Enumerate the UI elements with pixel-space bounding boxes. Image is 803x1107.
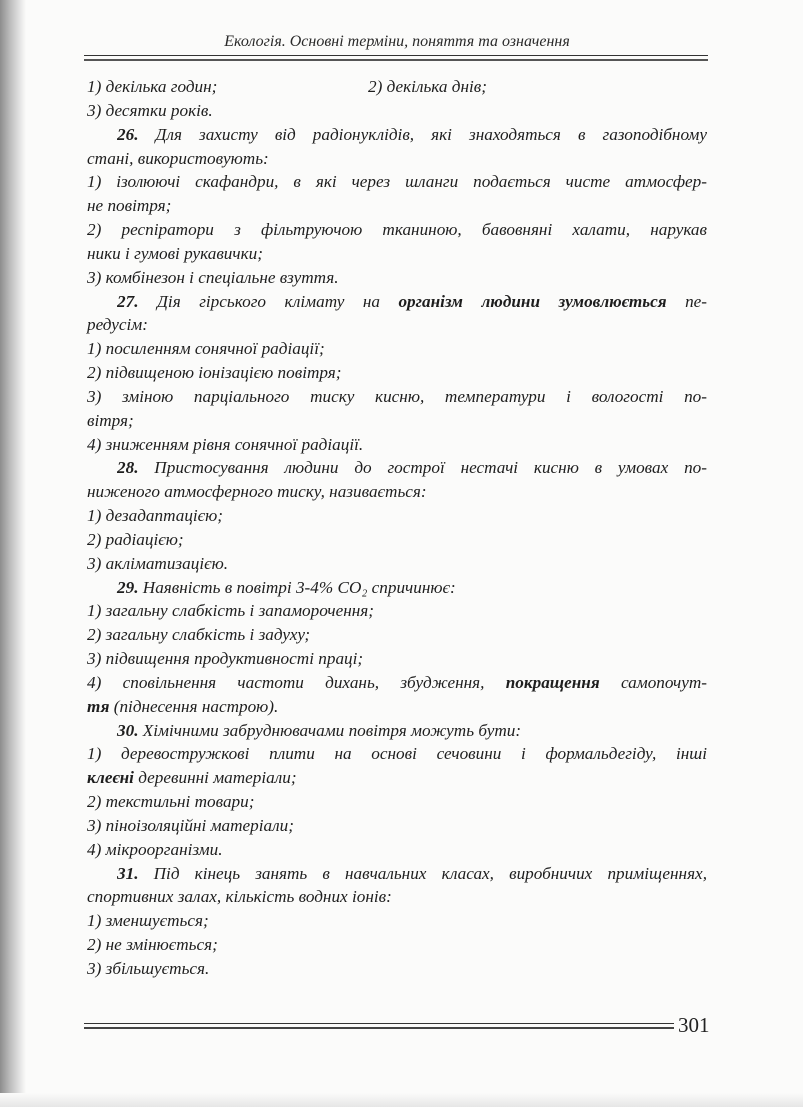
question-line	[117, 720, 707, 742]
emphasized-text: покращення	[505, 673, 600, 692]
text-line	[87, 362, 707, 384]
text-segment: самопочут-	[599, 673, 707, 692]
text-segment: Пристосування людини до гострої нестачі кисню в умовах по-	[138, 458, 707, 477]
text-segment: редусім:	[87, 315, 148, 334]
text-segment: Під кінець занять в навчальних класах, виробничих приміщеннях,	[138, 864, 707, 883]
text-segment: 1) посиленням сонячної радіації;	[87, 339, 325, 358]
answer-option: 2) декілька днів;	[368, 77, 487, 96]
text-line	[87, 696, 707, 718]
text-line	[87, 386, 707, 408]
text-segment: пе-	[666, 292, 707, 311]
question-line	[117, 863, 707, 885]
text-segment: Хімічними забруднювачами повітря можуть бути:	[138, 721, 522, 740]
text-line	[87, 791, 707, 813]
text-segment: (піднесення настрою).	[109, 697, 279, 716]
header-rule	[84, 55, 708, 56]
emphasized-text: організм людини зумовлюється	[398, 292, 667, 311]
answer-option: 1) декілька годин;	[87, 77, 218, 96]
text-segment: ниженого атмосферного тиску, називається:	[87, 482, 427, 501]
text-line	[87, 338, 707, 360]
emphasized-text: клеєні	[87, 768, 134, 787]
answer-row	[87, 76, 707, 98]
text-segment: 1) зменшується;	[87, 911, 209, 930]
text-segment: Наявність в повітрі 3-4% CO₂ спричинює:	[138, 578, 456, 597]
footer-rule	[84, 1023, 674, 1024]
text-segment: не повітря;	[87, 196, 172, 215]
text-line	[87, 624, 707, 646]
text-line	[87, 243, 707, 265]
emphasized-text: 28.	[117, 458, 139, 477]
text-line	[87, 839, 707, 861]
text-segment: 1) ізолюючі скафандри, в які через шланги подається чисте атмосфер-	[87, 172, 707, 191]
text-line	[87, 910, 707, 932]
emphasized-text: 30.	[117, 721, 139, 740]
text-segment: 1) загальну слабкість і запаморочення;	[87, 601, 374, 620]
scan-edge-shadow	[0, 0, 26, 1107]
text-segment: 3) підвищення продуктивності праці;	[87, 649, 364, 668]
text-line	[87, 815, 707, 837]
emphasized-text: 26.	[117, 125, 139, 144]
emphasized-text: 31.	[117, 864, 139, 883]
text-segment: вітря;	[87, 411, 134, 430]
emphasized-text: тя	[87, 697, 110, 716]
text-line	[87, 100, 707, 122]
text-segment: 3) збільшується.	[87, 959, 210, 978]
text-segment: 1) дезадаптацією;	[87, 506, 224, 525]
text-segment: 4) мікроорганізми.	[87, 840, 223, 859]
text-line	[87, 529, 707, 551]
text-line	[87, 505, 707, 527]
text-line	[87, 267, 707, 289]
text-line	[87, 219, 707, 241]
text-segment: 3) комбінезон і спеціальне взуття.	[87, 268, 339, 287]
text-line	[87, 648, 707, 670]
text-line	[87, 743, 707, 765]
text-segment: ники і гумові рукавички;	[87, 244, 263, 263]
text-segment: стані, використовують:	[87, 149, 269, 168]
question-line	[117, 577, 707, 599]
text-segment: 3) піноізоляційні матеріали;	[87, 816, 294, 835]
question-line	[117, 124, 707, 146]
text-segment: 1) деревостружкові плити на основі сечовини і формальдегіду, інші	[87, 744, 707, 763]
text-line	[87, 958, 707, 980]
text-segment: 2) підвищеною іонізацією повітря;	[87, 363, 342, 382]
emphasized-text: 27.	[117, 292, 139, 311]
text-segment: Дія гірського клімату на	[138, 292, 399, 311]
text-segment: 4) зниженням рівня сонячної радіації.	[87, 435, 364, 454]
text-line	[87, 410, 707, 432]
text-line	[87, 481, 707, 503]
emphasized-text: 29.	[117, 578, 139, 597]
text-segment: 2) текстильні товари;	[87, 792, 255, 811]
text-segment: 3) десятки років.	[87, 101, 213, 120]
text-line	[87, 600, 707, 622]
text-segment: спортивних залах, кількість водних іонів:	[87, 887, 392, 906]
text-line	[87, 767, 707, 789]
question-line	[117, 457, 707, 479]
text-line	[87, 672, 707, 694]
page-number: 301	[678, 1013, 710, 1037]
text-segment: 3) зміною парціального тиску кисню, температури і вологості по-	[87, 387, 707, 406]
question-line	[117, 291, 707, 313]
text-line	[87, 934, 707, 956]
scan-bottom-shadow	[0, 1093, 803, 1107]
text-line	[87, 148, 707, 170]
text-segment: 3) акліматизацією.	[87, 554, 229, 573]
text-line	[87, 314, 707, 336]
text-segment: 2) не змінюється;	[87, 935, 218, 954]
text-segment: 2) загальну слабкість і задуху;	[87, 625, 311, 644]
text-segment: деревинні матеріали;	[133, 768, 297, 787]
text-segment: 2) радіацією;	[87, 530, 184, 549]
text-line	[87, 195, 707, 217]
text-line	[87, 171, 707, 193]
text-segment: 2) респіратори з фільтруючою тканиною, бавовняні халати, нарукав	[87, 220, 707, 239]
running-header: Екологія. Основні терміни, поняття та означення	[224, 33, 570, 50]
text-segment: 4) сповільнення частоти дихань, збудження,	[87, 673, 506, 692]
text-line	[87, 434, 707, 456]
header-rule-thick	[84, 59, 708, 61]
text-segment: Для захисту від радіонуклідів, які знаходяться в газоподібному	[138, 125, 707, 144]
text-line	[87, 553, 707, 575]
footer-rule-thick	[84, 1027, 674, 1029]
text-line	[87, 886, 707, 908]
